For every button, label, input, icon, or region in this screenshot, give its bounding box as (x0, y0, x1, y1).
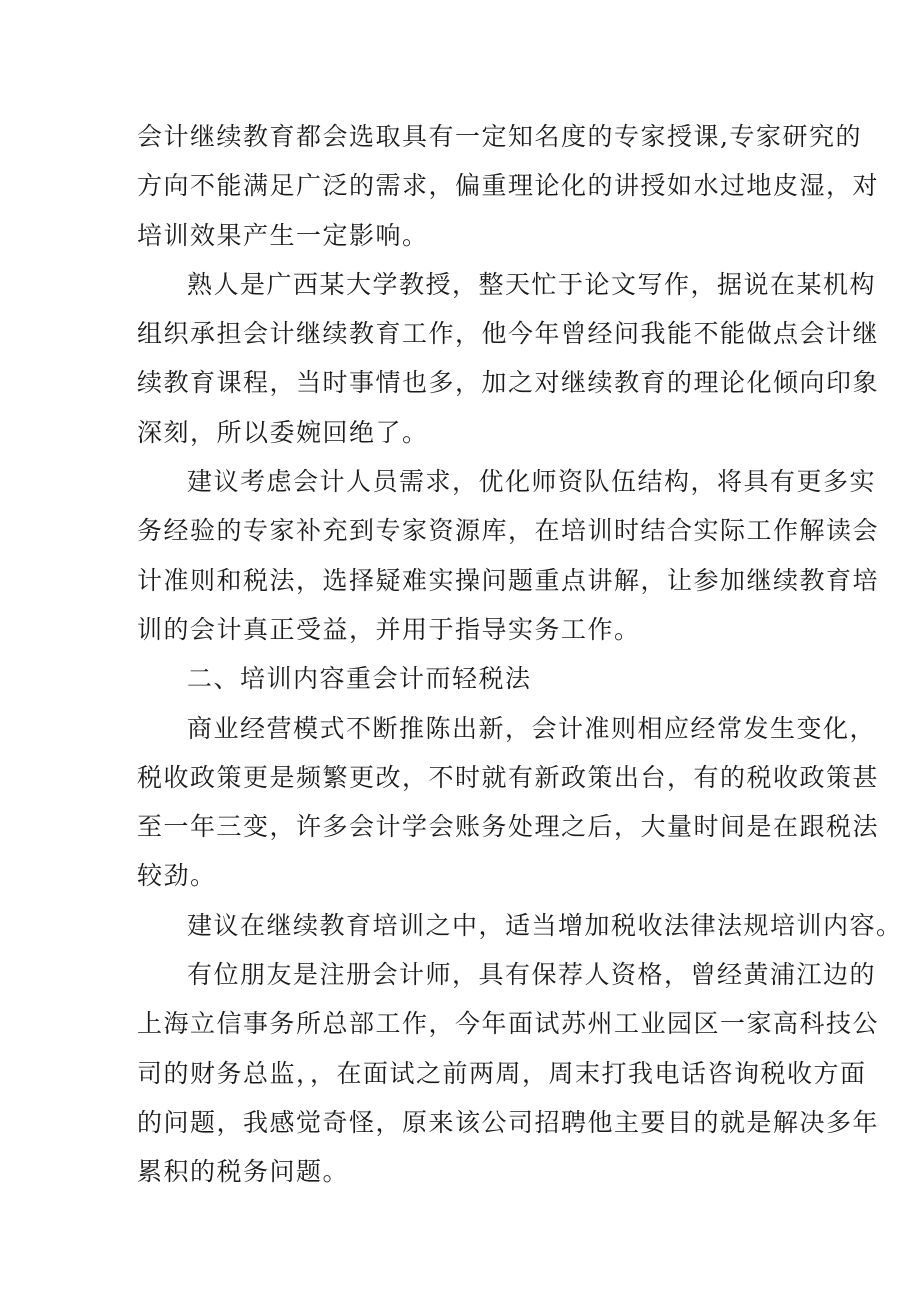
text-line: 上海立信事务所总部工作，今年面试苏州工业园区一家高科技公 (137, 1009, 880, 1039)
paragraph-1 (137, 112, 880, 260)
paragraph-5 (137, 704, 880, 901)
paragraph-2 (137, 260, 880, 457)
text-line: 培训效果产生一定影响。 (137, 220, 429, 250)
text-line: 的问题，我感觉奇怪，原来该公司招聘他主要目的就是解决多年 (137, 1107, 880, 1137)
section-heading-text: 二、培训内容重会计而轻税法 (187, 664, 532, 694)
paragraph-3 (137, 457, 880, 654)
section-heading (137, 654, 797, 703)
text-line: 至一年三变，许多会计学会账务处理之后，大量时间是在跟税法 (137, 812, 880, 842)
text-line: 司的财务总监，，在面试之前两周，周末打我电话咨询税收方面 (137, 1058, 867, 1088)
text-line: 累积的税务问题。 (137, 1157, 350, 1187)
text-line: 较劲。 (137, 861, 217, 891)
text-line: 商业经营模式不断推陈出新，会计准则相应经常发生变化， (187, 713, 877, 743)
text-line: 建议在继续教育培训之中，适当增加税收法律法规培训内容。 (187, 910, 903, 940)
text-line: 税收政策更是频繁更改，不时就有新政策出台，有的税收政策甚 (137, 762, 880, 792)
document-body (137, 112, 903, 1197)
paragraph-6 (137, 901, 903, 950)
paragraph-7 (137, 950, 880, 1196)
text-line: 训的会计真正受益，并用于指导实务工作。 (137, 614, 641, 644)
text-line: 计准则和税法，选择疑难实操问题重点讲解，让参加继续教育培 (137, 565, 880, 595)
text-line: 建议考虑会计人员需求，优化师资队伍结构，将具有更多实 (187, 467, 877, 497)
text-line: 熟人是广西某大学教授，整天忙于论文写作，据说在某机构 (187, 269, 877, 299)
text-line: 深刻，所以委婉回绝了。 (137, 417, 429, 447)
text-line: 续教育课程，当时事情也多，加之对继续教育的理论化倾向印象 (137, 368, 880, 398)
text-line: 方向不能满足广泛的需求，偏重理论化的讲授如水过地皮湿，对 (137, 171, 880, 201)
text-line: 务经验的专家补充到专家资源库，在培训时结合实际工作解读会 (137, 516, 880, 546)
text-line: 组织承担会计继续教育工作，他今年曾经问我能不能做点会计继 (137, 319, 880, 349)
text-line: 会计继续教育都会选取具有一定知名度的专家授课,专家研究的 (137, 122, 862, 151)
text-line: 有位朋友是注册会计师，具有保荐人资格，曾经黄浦江边的 (187, 960, 877, 990)
